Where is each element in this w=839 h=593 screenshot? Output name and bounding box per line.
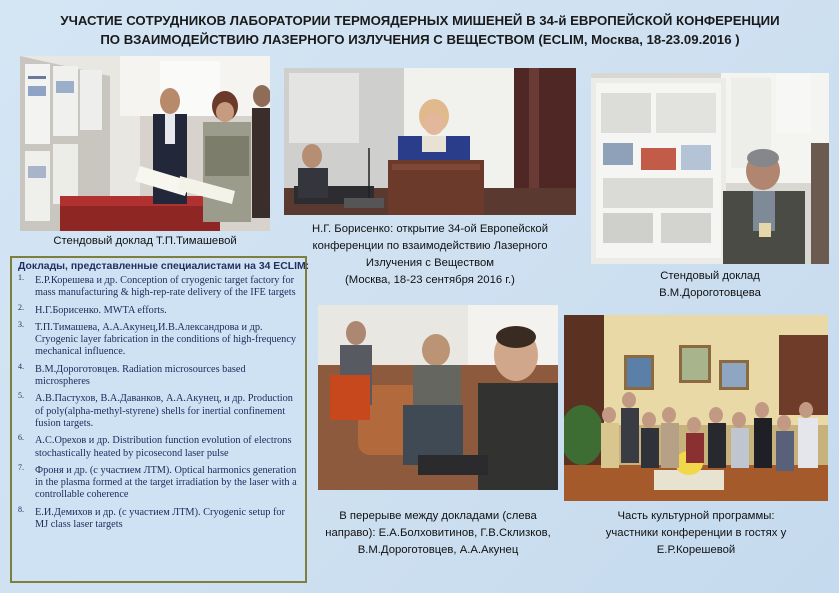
list-item-number: 6. [18, 433, 24, 443]
caption-line: Стендовый доклад [660, 270, 760, 282]
list-item-number: 7. [18, 462, 24, 472]
reports-box [10, 256, 310, 583]
reports-list [18, 275, 299, 531]
list-item [18, 462, 299, 502]
caption-line: направо): Е.А.Болховитинов, Г.В.Склизков, [325, 527, 551, 539]
caption-poster-dorogotovtsev [591, 268, 829, 302]
photo-cultural-program [564, 315, 828, 501]
list-item-text: Е.Р.Корешева и др. Conception of cryogenic target factory for mass manufacturing & high-rep-rate delivery of the IFE targets [35, 275, 296, 299]
list-item-text: В.М.Дороготовцев. Radiation microsources based microspheres [35, 363, 246, 388]
list-item-number: 8. [18, 504, 24, 514]
list-item [18, 361, 299, 389]
photo-opening-borisenko [284, 68, 576, 215]
list-item-text: Т.П.Тимашева, А.А.Акунец,И.В.Александрова и др. Cryogenic layer fabrication in the conditions of high-frequency mechanical influence. [35, 321, 297, 358]
caption-line: конференции по взаимодействию Лазерного [312, 240, 548, 252]
caption-line: В.М.Дороготовцева [659, 287, 761, 299]
list-item-number: 4. [18, 361, 24, 371]
list-item [18, 275, 299, 300]
list-item [18, 319, 299, 359]
caption-line: В перерыве между докладами (слева [339, 510, 537, 522]
caption-opening [280, 221, 580, 289]
list-item-text: Е.И.Демихов и др. (с участием ЛТМ). Cryogenic setup for MJ class laser targets [35, 506, 285, 531]
caption-line: Часть культурной программы: [617, 510, 775, 522]
title-line-1: УЧАСТИЕ СОТРУДНИКОВ ЛАБОРАТОРИИ ТЕРМОЯДЕРНЫХ МИШЕНЕЙ В 34-й ЕВРОПЕЙСКОЙ КОНФЕРЕНЦИИ [60, 13, 780, 28]
list-item-number: 1. [18, 273, 24, 282]
list-item-text: А.С.Орехов и др. Distribution function evolution of electrons stochastically heated by picosecond laser pulse [35, 435, 292, 459]
caption-line: Е.Р.Корешевой [656, 544, 736, 556]
list-item-text: А.В.Пастухов, В.А.Даванков, А.А.Акунец, и др. Production of poly(alpha-methyl-styrene) shells for inertial confinement fusion targets. [35, 393, 293, 429]
list-item-number: 5. [18, 391, 24, 401]
list-item [18, 504, 299, 532]
caption-cultural-program [566, 508, 826, 559]
photo-poster-timasheva [20, 56, 270, 231]
caption-line: участники конференции в гостях у [605, 527, 787, 539]
caption-line: Излучения с Веществом [365, 257, 495, 269]
list-item-number: 3. [18, 319, 24, 329]
list-item-number: 2. [18, 302, 24, 312]
list-item-text: Н.Г.Борисенко. MWTA efforts. [35, 304, 167, 316]
list-item-text: Фроня и др. (с участием ЛТМ). Optical harmonics generation in the plasma formed at the target irradiation by the laser with a controllable coherence [35, 464, 297, 501]
caption-poster-timasheva [20, 233, 270, 250]
caption-line: В.М.Дороготовцев, А.А.Акунец [357, 544, 519, 556]
photo-poster-dorogotovtsev [591, 73, 829, 264]
caption-line: (Москва, 18-23 сентября 2016 г.) [345, 274, 515, 286]
caption-break [312, 508, 564, 559]
list-item [18, 435, 299, 460]
list-item [18, 393, 299, 430]
caption-line: Стендовый доклад Т.П.Тимашевой [53, 235, 237, 247]
list-item [18, 302, 299, 317]
photo-break [318, 305, 558, 490]
reports-heading: Доклады, представленные специалистами на 34 ECLIM: [18, 261, 310, 272]
title-line-2: ПО ВЗАИМОДЕЙСТВИЮ ЛАЗЕРНОГО ИЗЛУЧЕНИЯ С ВЕЩЕСТВОМ (ECLIM, Москва, 18-23.09.2016 ) [100, 32, 740, 47]
caption-line: Н.Г. Борисенко: открытие 34-ой Европейской [311, 223, 549, 235]
page-title [30, 11, 810, 49]
